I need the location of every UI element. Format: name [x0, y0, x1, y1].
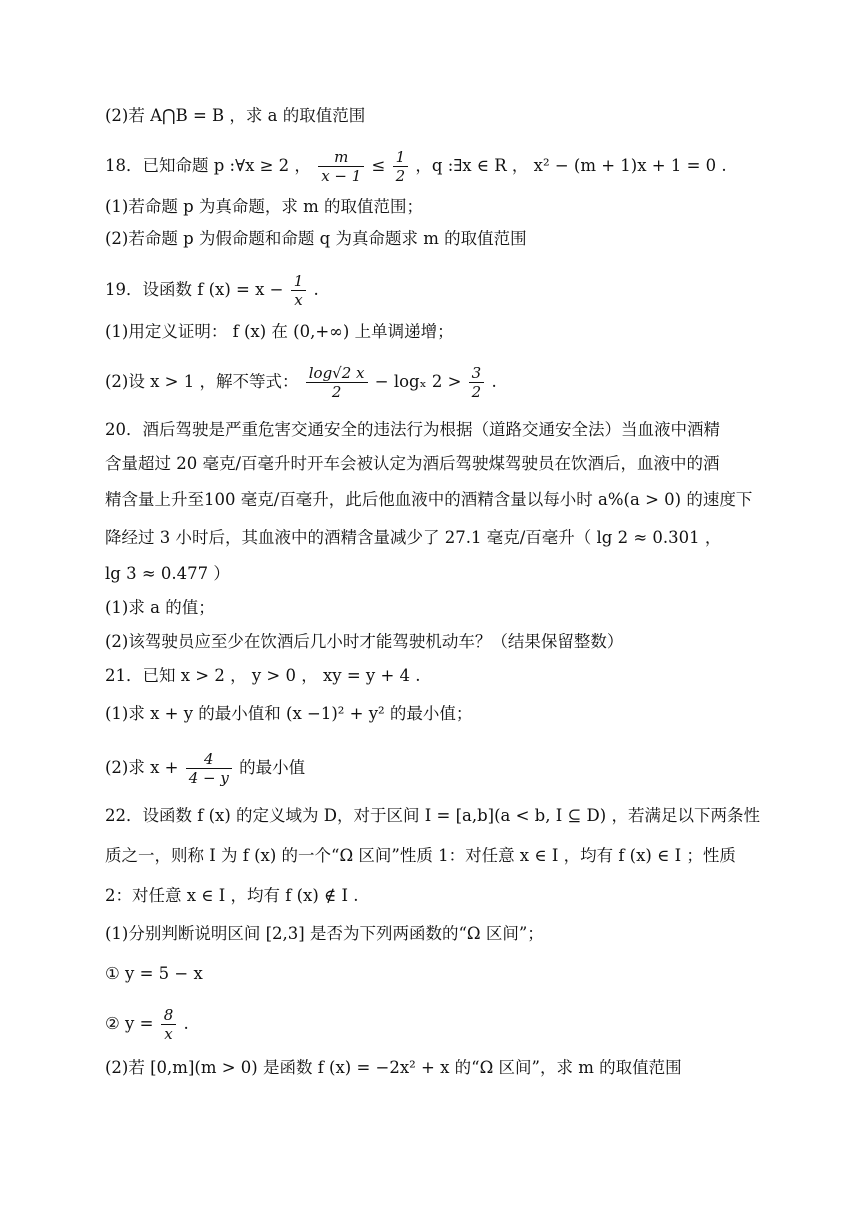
- q22-line1: 22．设函数 f (x) 的定义域为 D，对于区间 I = [a,b](a < b, I ⊆ D) ，若满足以下两条性: [105, 806, 760, 825]
- q20-line5: lg 3 ≈ 0.477 ）: [105, 564, 230, 583]
- q20-line3: 精含量上升至100 毫克/百毫升，此后他血液中的酒精含量以每小时 a%(a > 0) 的速度下: [105, 490, 753, 509]
- q22-item1: ① y = 5 − x: [105, 964, 203, 983]
- fraction-denominator: 2: [471, 383, 482, 401]
- q21-part1: (1)求 x + y 的最小值和 (x −1)² + y² 的最小值；: [105, 704, 473, 723]
- q19-part2-mid: − logₓ 2 >: [374, 372, 462, 391]
- fraction-numerator: log√2 x: [306, 364, 368, 383]
- fraction-8-over-x: [161, 1006, 177, 1043]
- fraction-numerator: 4: [186, 750, 232, 769]
- fraction-numerator: 8: [161, 1006, 177, 1025]
- q18-part1: (1)若命题 p 为真命题，求 m 的取值范围；: [105, 197, 424, 216]
- fraction-denominator: x − 1: [321, 167, 362, 185]
- q20-part2: (2)该驾驶员应至少在饮酒后几小时才能驾驶机动车？（结果保留整数）: [105, 632, 624, 651]
- fraction-denominator: 2: [395, 167, 406, 185]
- q22-part1: (1)分别判断说明区间 [2,3] 是否为下列两函数的“Ω 区间”；: [105, 924, 544, 943]
- q18-stem: [105, 148, 765, 185]
- q20-line4: 降经过 3 小时后，其血液中的酒精含量减少了 27.1 毫克/百毫升（ lg 2 ≈ 0.301 ，: [105, 528, 722, 547]
- fraction-one-over-x: [291, 272, 307, 309]
- q18-stem-text: 18．已知命题 p :∀x ≥ 2 ，: [105, 156, 311, 175]
- q22-line3: 2：对任意 x ∈ I ，均有 f (x) ∉ I .: [105, 886, 359, 905]
- q17-part2: (2)若 A⋂B = B ，求 a 的取值范围: [105, 106, 366, 125]
- q21-part2: [105, 750, 765, 787]
- fraction-numerator: 1: [393, 148, 409, 167]
- fraction-denominator: 2: [331, 383, 342, 401]
- q19-stem: [105, 272, 765, 309]
- fraction-denominator: x: [164, 1025, 173, 1043]
- q22-part2: (2)若 [0,m](m > 0) 是函数 f (x) = −2x² + x 的“Ω 区间”，求 m 的取值范围: [105, 1058, 682, 1077]
- q18-inequality-sign: ≤: [371, 156, 386, 175]
- q19-part2-tail: .: [491, 372, 497, 391]
- fraction-numerator: 1: [291, 272, 307, 291]
- q19-stem-text: 19．设函数 f (x) = x −: [105, 280, 284, 299]
- q22-item2-tail: .: [183, 1014, 189, 1033]
- q22-line2: 质之一，则称 I 为 f (x) 的一个“Ω 区间”性质 1：对任意 x ∈ I ，均有 f (x) ∈ I ；性质: [105, 846, 736, 865]
- q19-part2-text: (2)设 x > 1 ，解不等式：: [105, 372, 299, 391]
- q20-line2: 含量超过 20 毫克/百毫升时开车会被认定为酒后驾驶煤驾驶员在饮酒后，血液中的酒: [105, 454, 720, 473]
- q21-part2-text: (2)求 x +: [105, 758, 179, 777]
- q22-item2-text: ② y =: [105, 1014, 154, 1033]
- fraction-4-over-4-minus-y: [186, 750, 232, 787]
- q18-part2: (2)若命题 p 为假命题和命题 q 为真命题求 m 的取值范围: [105, 229, 527, 248]
- fraction-numerator: m: [318, 148, 364, 167]
- q19-stem-tail: .: [313, 280, 319, 299]
- q19-part2: [105, 364, 765, 401]
- q22-item2: [105, 1006, 765, 1043]
- q21-stem: 21．已知 x > 2 ， y > 0 ， xy = y + 4 .: [105, 666, 421, 685]
- q19-part1: (1)用定义证明： f (x) 在 (0,+∞) 上单调递增；: [105, 322, 454, 341]
- fraction-three-halves: [469, 364, 485, 401]
- fraction-log-over-2: [306, 364, 368, 401]
- fraction-m-over-x-minus-1: [318, 148, 364, 185]
- fraction-numerator: 3: [469, 364, 485, 383]
- q18-stem-tail: ，q :∃x ∈ R ， x² − (m + 1)x + 1 = 0 .: [415, 156, 727, 175]
- fraction-one-half: [393, 148, 409, 185]
- fraction-denominator: 4 − y: [188, 769, 229, 787]
- q20-part1: (1)求 a 的值；: [105, 598, 215, 617]
- q20-line1: 20．酒后驾驶是严重危害交通安全的违法行为根据（道路交通安全法）当血液中酒精: [105, 420, 720, 439]
- q21-part2-tail: 的最小值: [239, 758, 306, 777]
- fraction-denominator: x: [294, 291, 303, 309]
